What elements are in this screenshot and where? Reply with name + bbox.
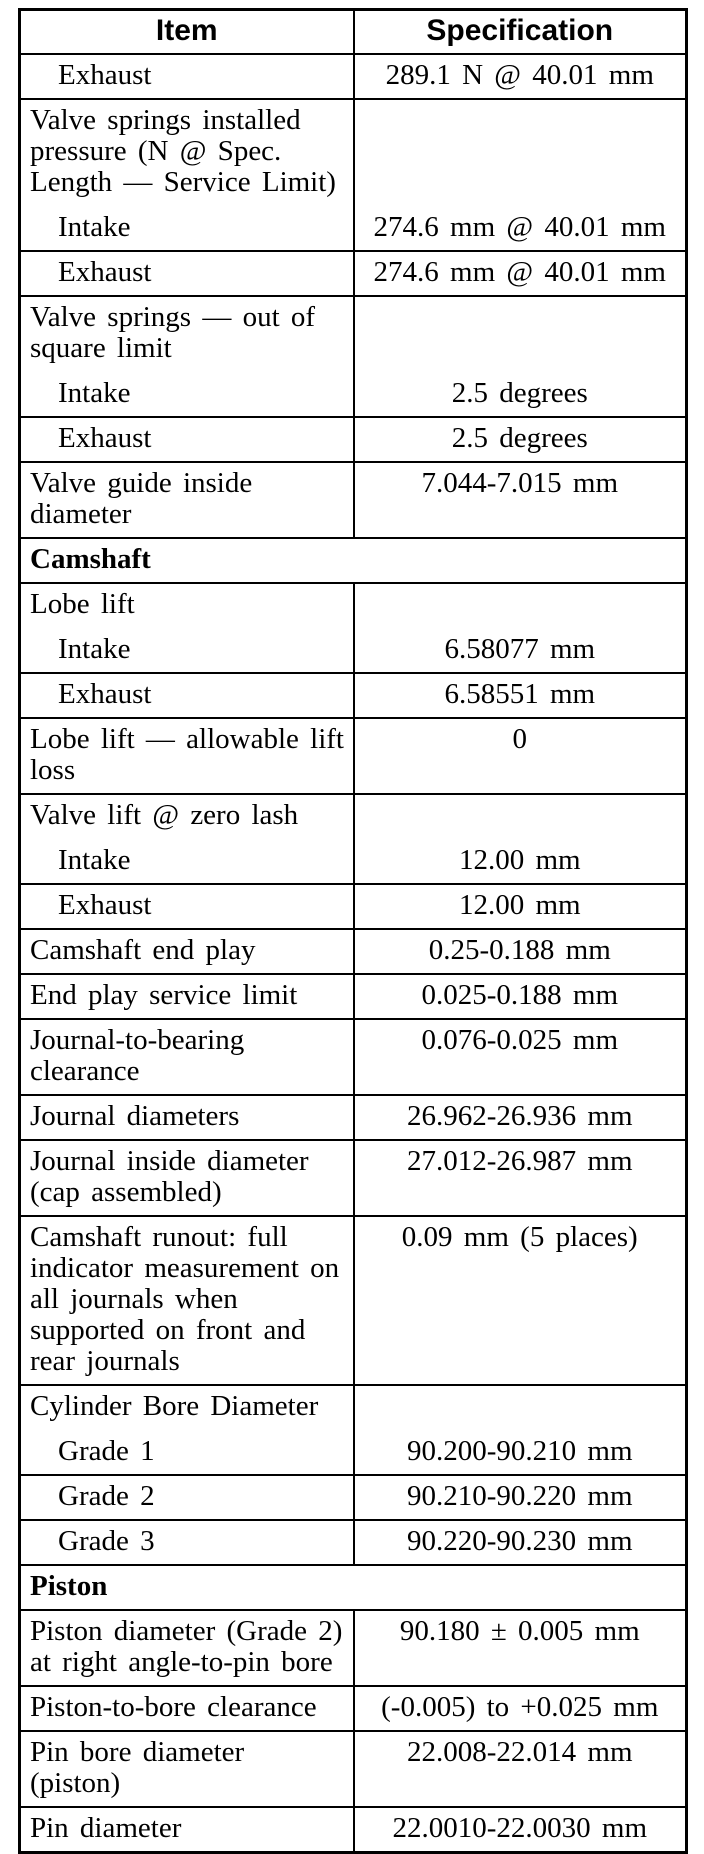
section-header: Piston	[20, 1565, 687, 1610]
table-row	[20, 538, 687, 583]
item-label: Pin bore diameter (piston)	[20, 1731, 354, 1807]
table-row	[20, 417, 687, 462]
table-row	[20, 974, 687, 1019]
table-row	[20, 1475, 687, 1520]
spec-value: 274.6 mm @ 40.01 mm	[354, 99, 687, 251]
item-label: End play service limit	[20, 974, 354, 1019]
item-group-cell	[20, 99, 354, 251]
section-header: Camshaft	[20, 538, 687, 583]
spec-value: 289.1 N @ 40.01 mm	[354, 54, 687, 99]
spec-value: (-0.005) to +0.025 mm	[354, 1686, 687, 1731]
item-label: Lobe lift — allowable lift loss	[20, 718, 354, 794]
item-group-cell	[20, 583, 354, 673]
table-row	[20, 794, 687, 884]
spec-value: 0.025-0.188 mm	[354, 974, 687, 1019]
item-label: Piston diameter (Grade 2) at right angle-to-pin bore	[20, 1610, 354, 1686]
spec-value: 0.09 mm (5 places)	[354, 1216, 687, 1385]
table-row	[20, 1095, 687, 1140]
table-row	[20, 296, 687, 417]
item-group-label: Valve springs installed pressure (N @ Spec. Length — Service Limit)	[30, 104, 336, 198]
table-header-row	[20, 10, 687, 55]
table-row	[20, 673, 687, 718]
table-row	[20, 251, 687, 296]
item-group-cell	[20, 794, 354, 884]
spec-value: 22.008-22.014 mm	[354, 1731, 687, 1807]
item-label: Exhaust	[20, 54, 354, 99]
sub-item-label: Intake	[58, 211, 131, 243]
table-row	[20, 1686, 687, 1731]
item-group-label: Valve springs — out of square limit	[30, 301, 316, 364]
item-group-label: Lobe lift	[30, 588, 135, 620]
spec-value: 12.00 mm	[354, 884, 687, 929]
column-header-specification: Specification	[354, 10, 687, 55]
spec-value: 2.5 degrees	[354, 296, 687, 417]
spec-value: 90.200-90.210 mm	[354, 1385, 687, 1475]
table-row	[20, 1520, 687, 1565]
spec-value: 274.6 mm @ 40.01 mm	[354, 251, 687, 296]
table-row	[20, 462, 687, 538]
item-label: Exhaust	[20, 673, 354, 718]
item-label: Pin diameter	[20, 1807, 354, 1853]
sub-item-label: Intake	[58, 844, 131, 876]
table-row	[20, 1565, 687, 1610]
item-group-label: Valve lift @ zero lash	[30, 799, 299, 831]
item-group-cell	[20, 296, 354, 417]
table-row	[20, 99, 687, 251]
item-group-label: Cylinder Bore Diameter	[30, 1390, 319, 1422]
spec-value: 6.58551 mm	[354, 673, 687, 718]
item-label: Exhaust	[20, 251, 354, 296]
item-label: Exhaust	[20, 884, 354, 929]
item-label: Journal diameters	[20, 1095, 354, 1140]
item-label: Grade 2	[20, 1475, 354, 1520]
spec-value: 7.044-7.015 mm	[354, 462, 687, 538]
spec-value: 90.210-90.220 mm	[354, 1475, 687, 1520]
spec-value: 90.180 ± 0.005 mm	[354, 1610, 687, 1686]
spec-value: 22.0010-22.0030 mm	[354, 1807, 687, 1853]
table-row	[20, 1610, 687, 1686]
table-row	[20, 718, 687, 794]
item-label: Camshaft end play	[20, 929, 354, 974]
spec-value: 0.076-0.025 mm	[354, 1019, 687, 1095]
item-group-cell	[20, 1385, 354, 1475]
table-row	[20, 884, 687, 929]
item-label: Camshaft runout: full indicator measurement on all journals when supported on front and rear journals	[20, 1216, 354, 1385]
sub-item-label: Intake	[58, 633, 131, 665]
table-row	[20, 929, 687, 974]
spec-value: 12.00 mm	[354, 794, 687, 884]
spec-value: 6.58077 mm	[354, 583, 687, 673]
table-row	[20, 1019, 687, 1095]
spec-value: 0	[354, 718, 687, 794]
specifications-table	[18, 8, 688, 1854]
table-row	[20, 1216, 687, 1385]
item-label: Valve guide inside diameter	[20, 462, 354, 538]
sub-item-label: Grade 1	[58, 1435, 155, 1467]
spec-table-body	[20, 54, 687, 1853]
spec-value: 90.220-90.230 mm	[354, 1520, 687, 1565]
column-header-item: Item	[20, 10, 354, 55]
item-label: Exhaust	[20, 417, 354, 462]
item-label: Journal inside diameter (cap assembled)	[20, 1140, 354, 1216]
spec-value: 26.962-26.936 mm	[354, 1095, 687, 1140]
sub-item-label: Intake	[58, 377, 131, 409]
table-row	[20, 1807, 687, 1853]
table-row	[20, 1140, 687, 1216]
spec-value: 0.25-0.188 mm	[354, 929, 687, 974]
spec-value: 2.5 degrees	[354, 417, 687, 462]
table-row	[20, 1731, 687, 1807]
item-label: Journal-to-bearing clearance	[20, 1019, 354, 1095]
table-row	[20, 583, 687, 673]
item-label: Grade 3	[20, 1520, 354, 1565]
table-row	[20, 1385, 687, 1475]
spec-value: 27.012-26.987 mm	[354, 1140, 687, 1216]
table-row	[20, 54, 687, 99]
item-label: Piston-to-bore clearance	[20, 1686, 354, 1731]
